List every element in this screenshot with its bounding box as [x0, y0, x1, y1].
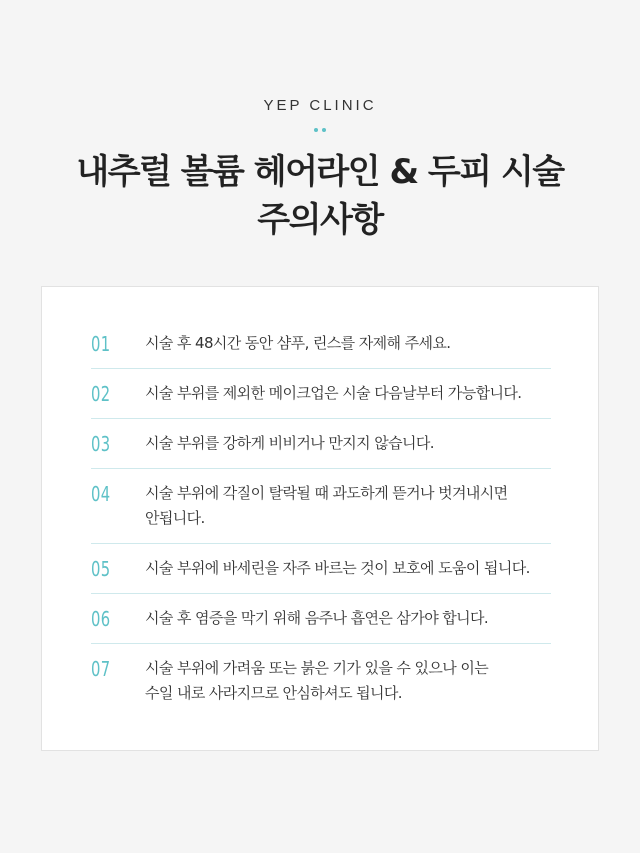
notice-text — [145, 331, 551, 356]
notice-number: 03 — [91, 432, 111, 456]
brand-name: YEP CLINIC — [263, 97, 377, 114]
notice-text — [145, 431, 551, 456]
notice-text-line: 시술 부위에 각질이 탈락될 때 과도하게 뜯거나 벗겨내시면 — [145, 484, 508, 502]
page-title — [0, 148, 640, 244]
notice-number: 04 — [91, 482, 111, 506]
notice-number: 02 — [91, 382, 111, 406]
notice-text-line: 안됩니다. — [145, 509, 205, 527]
page-title-line: 내추럴 볼륨 헤어라인 & 두피 시술 — [76, 152, 564, 192]
accent-dot — [314, 128, 318, 132]
notice-text — [145, 481, 551, 531]
page-title-line: 주의사항 — [257, 200, 383, 240]
notice-number: 06 — [91, 607, 111, 631]
notice-item — [91, 469, 551, 544]
accent-dot — [322, 128, 326, 132]
notice-item — [91, 594, 551, 644]
accent-dots — [0, 128, 640, 132]
notice-text — [145, 556, 551, 581]
notice-number: 07 — [91, 657, 111, 681]
notice-item — [91, 369, 551, 419]
notice-text-line: 시술 후 염증을 막기 위해 음주나 흡연은 삼가야 합니다. — [145, 609, 489, 627]
notice-text — [145, 381, 551, 406]
notice-item — [91, 544, 551, 594]
notice-list — [91, 319, 551, 719]
notice-text-line: 시술 부위에 가려움 또는 붉은 기가 있을 수 있으나 이는 — [145, 659, 489, 677]
notice-number: 01 — [91, 332, 111, 356]
notice-item — [91, 419, 551, 469]
notice-text-line: 시술 부위를 제외한 메이크업은 시술 다음날부터 가능합니다. — [145, 384, 522, 402]
notice-text — [145, 656, 551, 706]
notice-text-line: 수일 내로 사라지므로 안심하셔도 됩니다. — [145, 684, 402, 702]
notice-text-line: 시술 부위에 바세린을 자주 바르는 것이 보호에 도움이 됩니다. — [145, 559, 530, 577]
notice-text — [145, 606, 551, 631]
notice-item — [91, 644, 551, 719]
notice-item — [91, 319, 551, 369]
notice-number: 05 — [91, 557, 111, 581]
notice-text-line: 시술 부위를 강하게 비비거나 만지지 않습니다. — [145, 434, 434, 452]
notice-text-line: 시술 후 48시간 동안 샴푸, 린스를 자제해 주세요. — [145, 334, 451, 352]
